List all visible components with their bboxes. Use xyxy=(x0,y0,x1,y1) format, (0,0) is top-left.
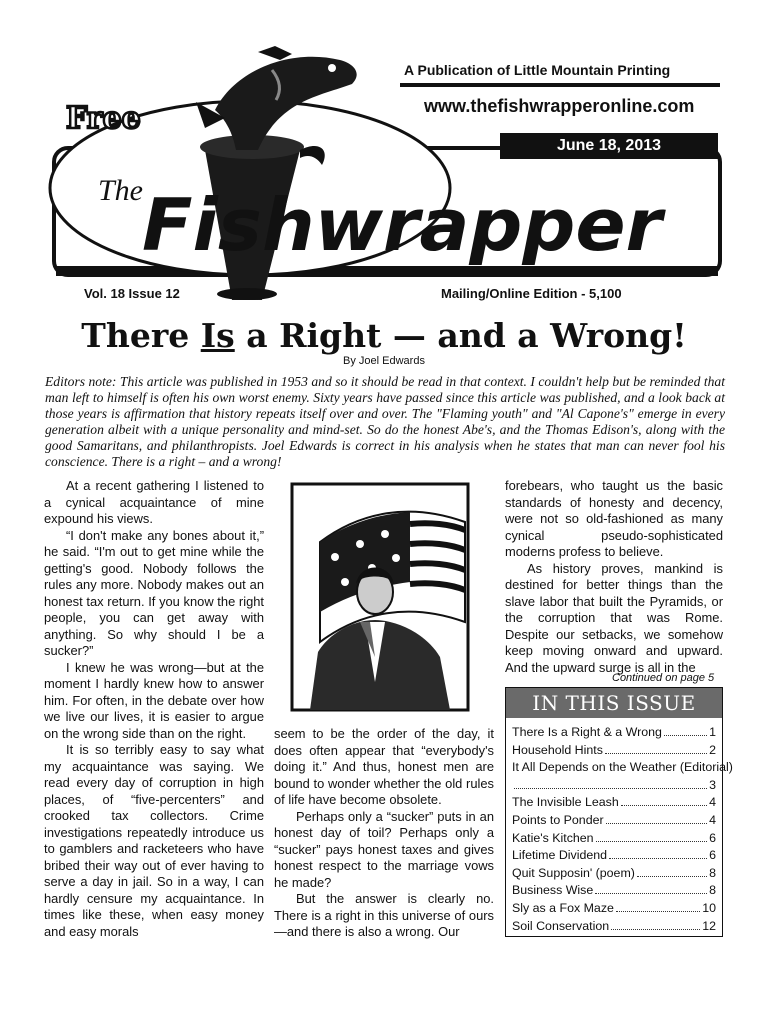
contents-item-title: Katie's Kitchen xyxy=(512,830,594,845)
paragraph: As history proves, mankind is destined for better things than the slave labor that built the Pyramids, or the corruption that was Rome. Despite our setbacks, we somehow keep moving onward and upward. And the upward surge is all in the xyxy=(505,560,723,675)
paragraph: But the answer is clearly no. There is a right in this universe of ours—and there is also a wrong. Our xyxy=(274,891,494,939)
dot-leader xyxy=(637,866,707,877)
in-this-issue-box xyxy=(505,687,733,937)
article-byline: By Joel Edwards xyxy=(343,355,425,367)
masthead xyxy=(0,0,768,300)
editor-note: Editors note: This article was published in 1953 and so it should be read in that context. I couldn't help but be reminded that man left to himself is often his own worst enemy. Sixty years have passed since this article was published, and a look back at those years is affirmation that history repeats itself over and over. The "Flaming youth" and "Al Capone's" emerge in every generation albeit with a unique personality and mind-set. So do the honest Abe's, and the Thomas Edison's, along with the good Samaritans, and philanthropists. Joel Edwards is correct in his analysis when he states that man can never fool his conscience. There is a right – and a wrong! xyxy=(45,374,725,470)
headline-part-2: a Right — and a Wrong! xyxy=(234,316,687,355)
contents-item[interactable] xyxy=(512,830,716,848)
masthead-top-rule xyxy=(400,83,720,87)
dot-leader xyxy=(609,848,707,859)
contents-item[interactable] xyxy=(512,882,716,900)
contents-item-page: 4 xyxy=(709,812,716,827)
dot-leader xyxy=(605,743,707,754)
contents-item[interactable] xyxy=(512,742,716,760)
dot-leader xyxy=(514,778,707,789)
contents-item[interactable] xyxy=(512,918,716,936)
paragraph: forebears, who taught us the basic standards of honesty and decency, were not so old-fashioned as many cynical pseudo-sophisticated moderns profess to believe. xyxy=(505,478,723,559)
contents-item-page: 3 xyxy=(709,777,716,792)
dot-leader xyxy=(595,883,707,894)
contents-item-page: 12 xyxy=(702,918,716,933)
dot-leader xyxy=(611,919,700,930)
issue-date: June 18, 2013 xyxy=(500,133,718,159)
contents-list xyxy=(506,718,733,935)
contents-item-page: 6 xyxy=(709,848,716,863)
contents-item[interactable] xyxy=(512,812,716,830)
contents-item-title: Household Hints xyxy=(512,742,603,757)
man-with-flag-illustration xyxy=(290,482,470,712)
contents-item-title: Business Wise xyxy=(512,883,594,898)
the-label: The xyxy=(98,174,143,207)
paragraph: “I don't make any bones about it,” he said. “I'm out to get mine while the getting's good. Nobody follows the rules any more. Nobody makes out an honest tax return. If you know the right people, you can get away with anything. So why should I be a sucker?” xyxy=(44,527,264,658)
contents-item-page: 1 xyxy=(709,725,716,739)
continued-note: Continued on page 5 xyxy=(612,672,715,684)
contents-item-page: 8 xyxy=(709,883,716,898)
dot-leader xyxy=(596,831,708,842)
dot-leader xyxy=(621,795,707,806)
contents-item[interactable] xyxy=(512,724,716,742)
contents-item-title: It All Depends on the Weather (Editorial) xyxy=(512,760,733,775)
contents-item[interactable] xyxy=(512,900,716,918)
dot-leader xyxy=(616,901,700,912)
contents-item-page: 8 xyxy=(709,865,716,880)
contents-item-title: Points to Ponder xyxy=(512,812,604,827)
headline-part-1: There xyxy=(81,316,201,355)
headline-emphasis: Is xyxy=(200,316,235,355)
website-url[interactable]: www.thefishwrapperonline.com xyxy=(424,96,695,116)
contents-item-page: 10 xyxy=(702,900,716,915)
contents-item-title: Lifetime Dividend xyxy=(512,848,608,863)
contents-item-page: 2 xyxy=(709,742,716,757)
edition-info: Mailing/Online Edition - 5,100 xyxy=(441,286,622,301)
paragraph: Perhaps only a “sucker” puts in an honest day of toil? Perhaps only a “sucker” pays honest taxes and gives honest respect to the marriage vows he made? xyxy=(274,808,494,890)
in-this-issue-title: IN THIS ISSUE xyxy=(506,688,722,718)
masthead-bottom-bar xyxy=(56,266,718,276)
contents-item-page: 4 xyxy=(709,795,716,810)
contents-item-title: There Is a Right & a Wrong xyxy=(512,725,662,739)
dot-leader xyxy=(606,813,707,824)
paragraph: It is so terribly easy to say what my acquaintance was saying. We read every day of corruption in high places, of “five-percenters” and crooked tax collectors. Crime investigations repeatedly introduce us to gamblers and racketeers who have bribed their way out of ever having to serve a day in jail. So in a way, I can hardly censure my acquaintance. In times like these, when easy money and easy morals xyxy=(44,742,264,939)
contents-item-title: Sly as a Fox Maze xyxy=(512,900,614,915)
paragraph: seem to be the order of the day, it does often appear that “everybody's doing it.” And thus, honest men are bound to wonder whether the old rules of life have become obsolete. xyxy=(274,726,494,807)
article-column-2 xyxy=(274,726,494,941)
contents-item[interactable] xyxy=(512,794,716,812)
contents-item[interactable] xyxy=(512,759,733,794)
contents-item-title: Soil Conservation xyxy=(512,918,610,933)
dot-leader xyxy=(664,725,707,736)
article-headline xyxy=(0,316,768,355)
article-column-1 xyxy=(44,478,264,940)
free-label: Free xyxy=(66,101,141,136)
masthead-title: Fishwrapper xyxy=(142,183,667,267)
contents-item[interactable] xyxy=(512,865,716,883)
volume-issue: Vol. 18 Issue 12 xyxy=(84,286,180,301)
paragraph: I knew he was wrong—but at the moment I hardly knew how to answer him. For often, in the debate over how we live our lives, it is easier to argue on the wrong side than on the right. xyxy=(44,659,264,741)
contents-item-page: 6 xyxy=(709,830,716,845)
contents-item-title: The Invisible Leash xyxy=(512,795,619,810)
contents-item-title: Quit Supposin' (poem) xyxy=(512,865,635,880)
publication-line: A Publication of Little Mountain Printing xyxy=(404,62,671,78)
article-column-3 xyxy=(505,478,723,676)
contents-item[interactable] xyxy=(512,847,716,865)
paragraph: At a recent gathering I listened to a cynical acquaintance of mine expound his views. xyxy=(44,478,264,526)
